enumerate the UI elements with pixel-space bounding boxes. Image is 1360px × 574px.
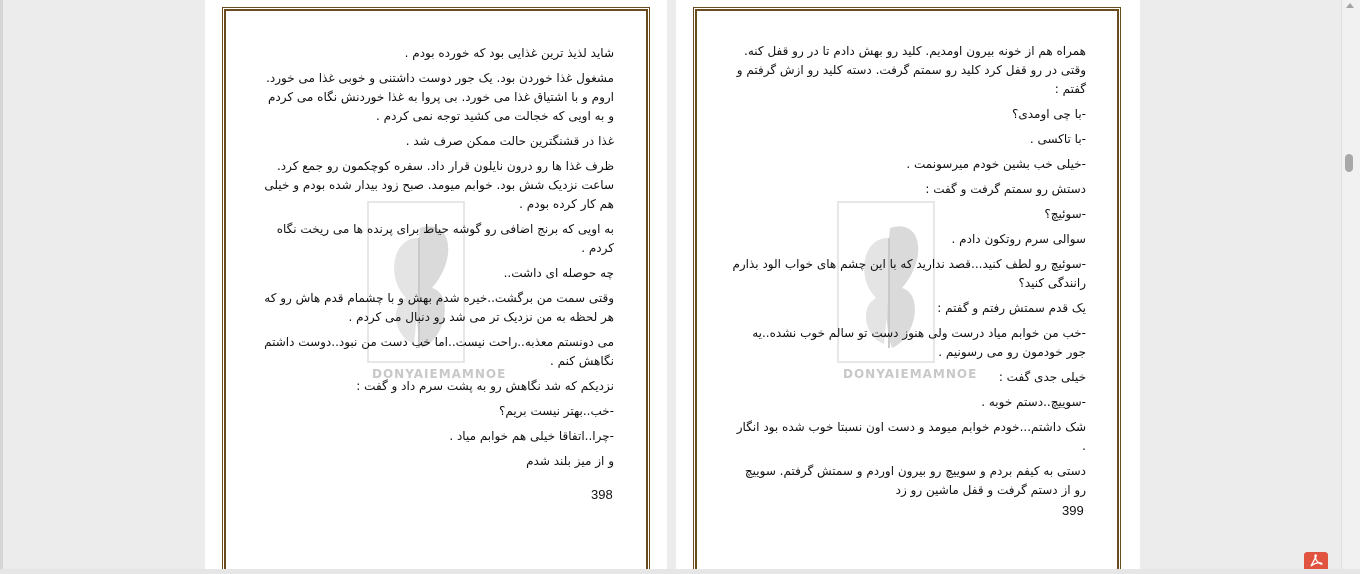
paragraph: -چرا..اتفاقا خیلی هم خوابم میاد . [449, 429, 614, 443]
paragraph: همراه هم از خونه بیرون اومدیم. کلید رو بهش دادم تا در رو قفل کنه. وقتی در رو قفل کرد کلید رو سمتم گرفت. دسته کلید رو ازش گرفتم و گفتم : [736, 44, 1086, 96]
paragraph: خیلی جدی گفت : [998, 370, 1086, 384]
paragraph: به اویی که برنج اضافی رو گوشه حیاط برای پرنده ها می ریخت نگاه کردم . [276, 222, 614, 255]
paragraph: -خب من خوابم میاد درست ولی هنوز دست تو سالم خوب نشده..یه جور خودمون رو می رسونیم . [752, 326, 1086, 359]
paragraph: -سوئیچ رو لطف کنید...قصد ندارید که با این چشم های خواب الود بذارم رانندگی کنید؟ [732, 257, 1086, 290]
paragraph: نزدیکم که شد نگاهش رو به پشت سرم داد و گفت : [356, 379, 614, 393]
paragraph: غذا در قشنگترین حالت ممکن صرف شد . [405, 134, 614, 148]
paragraph: چه حوصله ای داشت.. [503, 266, 614, 280]
paragraph: شک داشتم...خودم خوابم میومد و دست اون نسبتا خوب شده بود انگار . [736, 420, 1086, 453]
page-399-text [730, 42, 1086, 506]
paragraph: -سوییچ..دستم خوبه . [981, 395, 1086, 409]
page-398-text [264, 44, 614, 477]
watermark-text: DONYAIEMAMNOE [372, 367, 507, 381]
paragraph: -خب..بهتر نیست بریم؟ [498, 404, 614, 418]
viewer-left-edge [0, 0, 3, 569]
pdf-glyph-icon [1304, 552, 1328, 569]
paragraph: دستی به کیفم بردم و سوییچ رو بیرون اوردم و سمتش گرفتم. سوییچ رو از دستم گرفت و قفل ماشین رو زد [744, 464, 1086, 497]
paragraph: و از میز بلند شدم [526, 454, 614, 468]
scrollbar-thumb[interactable] [1345, 154, 1353, 172]
paragraph: وقتی سمت من برگشت..خیره شدم بهش و با چشمام قدم هاش رو که هر لحظه به من نزدیک تر می شد رو دنبال می کردم . [264, 291, 614, 324]
paragraph: می دونستم معذبه..راحت نیست..اما خب دست من نبود..دوست داشتم نگاهش کنم . [264, 335, 614, 368]
paragraph: -سوئیچ؟ [1044, 207, 1086, 221]
watermark-text: DONYAIEMAMNOE [843, 367, 978, 381]
page-number: 399 [1062, 503, 1084, 518]
paragraph: دستش رو سمتم گرفت و گفت : [925, 182, 1086, 196]
vertical-scrollbar[interactable] [1341, 0, 1360, 569]
paragraph: -با تاکسی . [1029, 132, 1086, 146]
paragraph: یک قدم سمتش رفتم و گفتم : [937, 301, 1086, 315]
paragraph: سوالی سرم روتکون دادم . [951, 232, 1086, 246]
paragraph: شاید لذیذ ترین غذایی بود که خورده بودم . [404, 46, 614, 60]
paragraph: -خیلی خب بشین خودم میرسونمت . [906, 157, 1086, 171]
scroll-up-arrow-icon[interactable] [1346, 3, 1354, 8]
paragraph: ظرف غذا ها رو درون نایلون قرار داد. سفره کوچکمون رو جمع کرد. ساعت نزدیک شش بود. خوابم میومد. صبح زود بیدار شده بودم و خیلی هم کار کرده بودم . [264, 159, 614, 211]
page-number: 398 [591, 487, 613, 502]
paragraph: مشغول غذا خوردن بود. یک جور دوست داشتنی و خوبی غذا می خورد. اروم و با اشتیاق غذا می خورد. بی پروا به غذا خوردنش نگاه می کردم و به اویی که خجالت می کشید توجه نمی کردم . [266, 71, 614, 123]
pdf-icon[interactable] [1304, 552, 1328, 569]
paragraph: -با چی اومدی؟ [1012, 107, 1086, 121]
